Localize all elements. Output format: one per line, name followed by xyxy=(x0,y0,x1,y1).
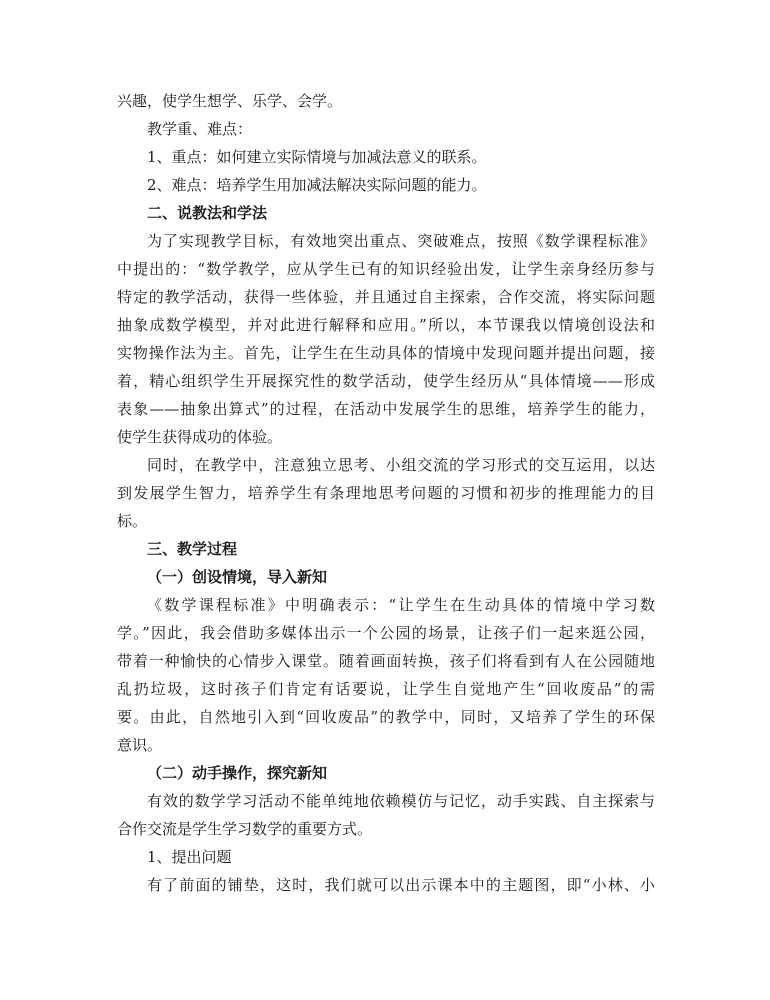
text-line: 标。 xyxy=(117,512,148,530)
text-line: 实物操作法为主。首先，让学生在生动具体的情境中发现问题并提出问题，接 xyxy=(117,344,655,362)
section-heading: 三、教学过程 xyxy=(147,540,238,558)
text-line: 着，精心组织学生开展探究性的数学活动，使学生经历从“具体情境——形成 xyxy=(117,372,655,390)
text-line: 兴趣，使学生想学、乐学、会学。 xyxy=(117,92,343,110)
text-line: 有了前面的铺垫，这时，我们就可以出示课本中的主题图，即“小林、小 xyxy=(147,876,655,894)
subsection-heading: （二）动手操作，探究新知 xyxy=(147,764,328,782)
text-line: 中提出的：“数学教学，应从学生已有的知识经验出发，让学生亲身经历参与 xyxy=(117,260,655,278)
text-line: 表象——抽象出算式”的过程，在活动中发展学生的思维，培养学生的能力， xyxy=(117,400,655,418)
text-line: 同时，在教学中，注意独立思考、小组交流的学习形式的交互运用，以达 xyxy=(147,456,655,474)
section-heading: 二、说教法和学法 xyxy=(147,204,268,222)
text-line: 1、提出问题 xyxy=(147,848,232,866)
text-line: 使学生获得成功的体验。 xyxy=(117,428,283,446)
text-line: 教学重、难点： xyxy=(147,120,253,138)
text-line: 为了实现教学目标，有效地突出重点、突破难点，按照《数学课程标准》 xyxy=(147,232,655,250)
text-line: 要。由此，自然地引入到“回收废品”的教学中，同时，又培养了学生的环保 xyxy=(117,708,655,726)
text-line: 《数学课程标准》中明确表示：“让学生在生动具体的情境中学习数 xyxy=(147,596,655,614)
text-line: 抽象成数学模型，并对此进行解释和应用。”所以，本节课我以情境创设法和 xyxy=(117,316,655,334)
text-line: 1、重点：如何建立实际情境与加减法意义的联系。 xyxy=(147,148,487,166)
text-line: 2、难点：培养学生用加减法解决实际问题的能力。 xyxy=(147,176,487,194)
text-line: 学。”因此，我会借助多媒体出示一个公园的场景，让孩子们一起来逛公园， xyxy=(117,624,655,642)
text-line: 到发展学生智力，培养学生有条理地思考问题的习惯和初步的推理能力的目 xyxy=(117,484,655,502)
text-line: 特定的教学活动，获得一些体验，并且通过自主探索，合作交流，将实际问题 xyxy=(117,288,655,306)
text-line: 合作交流是学生学习数学的重要方式。 xyxy=(117,820,373,838)
text-line: 意识。 xyxy=(117,736,163,754)
subsection-heading: （一）创设情境，导入新知 xyxy=(147,568,328,586)
text-line: 乱扔垃圾，这时孩子们肯定有话要说，让学生自觉地产生“回收废品”的需 xyxy=(117,680,655,698)
text-line: 带着一种愉快的心情步入课堂。随着画面转换，孩子们将看到有人在公园随地 xyxy=(117,652,655,670)
text-line: 有效的数学学习活动不能单纯地依赖模仿与记忆，动手实践、自主探索与 xyxy=(147,792,655,810)
